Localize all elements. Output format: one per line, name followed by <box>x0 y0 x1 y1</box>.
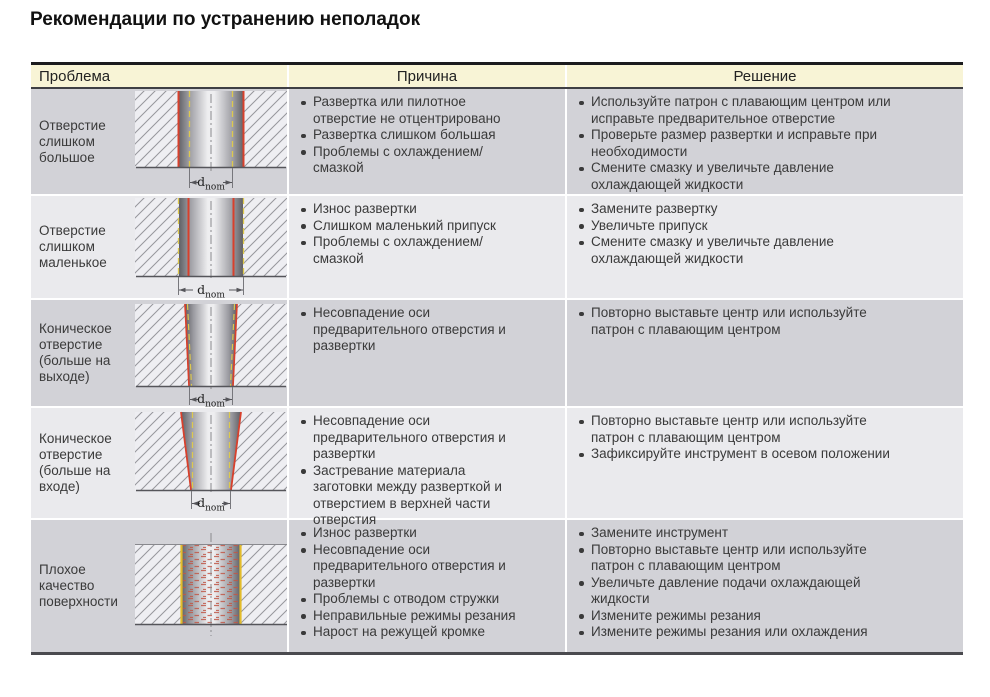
problem-label: Коническое отверстие (больше на выходе) <box>39 321 112 384</box>
cause-item: Проблемы с охлаждением/смазкой <box>299 144 523 177</box>
header-cause: Причина <box>287 65 565 87</box>
cause-item: Несовпадение оси предварительного отверстия и развертки <box>299 542 523 592</box>
solution-item: Зафиксируйте инструмент в осевом положении <box>577 446 908 463</box>
header-problem: Проблема <box>39 67 111 85</box>
problem-label: Отверстие слишком большое <box>39 117 106 165</box>
solution-list <box>567 196 963 271</box>
cause-item: Нарост на режущей кромке <box>299 624 523 641</box>
solution-item: Измените режимы резания или охлаждения <box>577 624 908 641</box>
cause-list <box>289 408 565 533</box>
cause-list <box>289 520 565 645</box>
diagram-hole-oversized-icon <box>135 89 287 194</box>
problem-label: Отверстие слишком маленькое <box>39 223 107 270</box>
problem-label: Плохое качество поверхности <box>39 562 118 609</box>
cause-item: Застревание материала заготовки между разверткой и отверстием в верхней части отверстия <box>299 463 523 529</box>
cause-item: Развертка слишком большая <box>299 127 523 144</box>
solution-item: Смените смазку и увеличьте давление охлаждающей жидкости <box>577 234 908 267</box>
diagram-hole-undersized-icon <box>135 196 287 301</box>
page-title: Рекомендации по устранению неполадок <box>30 9 421 30</box>
solution-item: Смените смазку и увеличьте давление охлаждающей жидкости <box>577 160 908 193</box>
dimension-label: $d_{nom}$ <box>197 391 225 410</box>
cause-item: Развертка или пилотное отверстие не отцентрировано <box>299 94 523 127</box>
cause-item: Слишком маленький припуск <box>299 218 523 235</box>
dimension-label: $d_{nom}$ <box>197 282 225 301</box>
cause-list <box>289 89 565 181</box>
cause-item: Износ развертки <box>299 201 523 218</box>
dimension-label: $d_{nom}$ <box>197 174 225 193</box>
solution-list <box>567 408 963 467</box>
cause-item: Износ развертки <box>299 525 523 542</box>
table-header-row <box>31 65 963 89</box>
solution-item: Повторно выставьте центр или используйте патрон с плавающим центром <box>577 305 908 338</box>
solution-item: Используйте патрон с плавающим центром или исправьте предварительное отверстие <box>577 94 908 127</box>
diagram-taper-entry-icon <box>135 408 287 518</box>
diagram-poor-surface-icon <box>135 520 287 652</box>
dimension-label: $d_{nom}$ <box>197 495 225 514</box>
table-row <box>31 194 963 301</box>
cause-item: Проблемы с отводом стружки <box>299 591 523 608</box>
solution-list <box>567 520 963 645</box>
table-row <box>31 518 963 652</box>
solution-item: Измените режимы резания <box>577 608 908 625</box>
solution-item: Увеличьте припуск <box>577 218 908 235</box>
solution-list <box>567 300 963 342</box>
table-row <box>31 406 963 527</box>
solution-item: Повторно выставьте центр или используйте патрон с плавающим центром <box>577 542 908 575</box>
solution-item: Повторно выставьте центр или используйте патрон с плавающим центром <box>577 413 908 446</box>
solution-item: Замените развертку <box>577 201 908 218</box>
table-row <box>31 89 963 194</box>
cause-list <box>289 300 565 359</box>
problem-label: Коническое отверстие (больше на входе) <box>39 431 112 494</box>
solution-item: Замените инструмент <box>577 525 908 542</box>
solution-item: Проверьте размер развертки и исправьте при необходимости <box>577 127 908 160</box>
diagram-taper-exit-icon <box>135 300 287 410</box>
cause-item: Несовпадение оси предварительного отверстия и развертки <box>299 305 523 355</box>
cause-item: Несовпадение оси предварительного отверстия и развертки <box>299 413 523 463</box>
cause-list <box>289 196 565 271</box>
table-row <box>31 298 963 410</box>
solution-list <box>567 89 963 197</box>
cause-item: Проблемы с охлаждением/смазкой <box>299 234 523 267</box>
header-solution: Решение <box>565 65 963 87</box>
cause-item: Неправильные режимы резания <box>299 608 523 625</box>
solution-item: Увеличьте давление подачи охлаждающей жидкости <box>577 575 908 608</box>
troubleshooting-table <box>31 62 963 655</box>
